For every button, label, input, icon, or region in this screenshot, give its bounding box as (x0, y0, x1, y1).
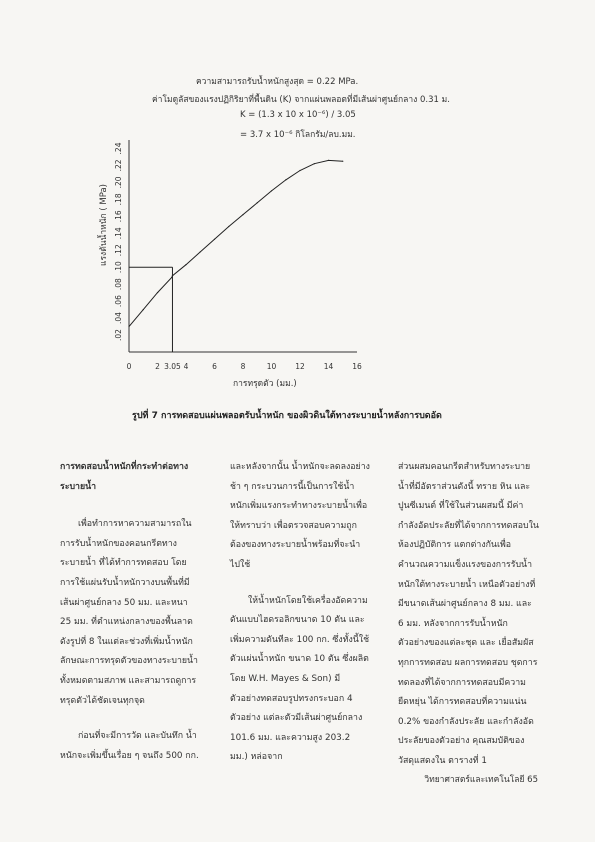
x-ticks (127, 362, 362, 371)
data-point (228, 226, 229, 227)
chart-axes (129, 140, 357, 352)
y-tick-label: .04 (114, 312, 123, 325)
settlement-load-chart (0, 0, 595, 420)
x-tick-label: 6 (212, 362, 217, 371)
y-tick-label: .16 (114, 210, 123, 223)
figure-annotation-formula: K = (1.3 x 10 x 10⁻⁶) / 3.05 (240, 110, 356, 120)
paragraph: ส่วนผสมคอนกรีตสำหรับทางระบายน้ำที่มีอัตราส่วนดังนี้ ทราย หิน และปูนซีเมนต์ ที่ใช้ในส่วนผสมนี้ มีค่ากำลังอัดประลัยที่ได้จากการทดสอบในห้องปฏิบัติการ แตกต่างกันเพื่อคำนวณความแข็งแรงของการรับน้ำหนักใต้ทางระบายน้ำ เหนือตัวอย่างที่มีขนาดเส้นผ่าศูนย์กลาง 8 มม. และ 6 มม. หลังจากการรับน้ำหนัก ตัวอย่างของแต่ละชุด และ เยื่อสัมผัสทุกการทดสอบ ผลการทดสอบ ชุดการทดลองที่ได้จากการทดสอบมีความยืดหยุ่น ได้การทดสอบที่ความแน่น 0.2% ของกำลังประลัย และกำลังอัดประลัยของตัวอย่าง คุณสมบัติของวัสดุแสดงใน ตารางที่ 1 (398, 462, 539, 766)
x-tick-label: 8 (240, 362, 246, 371)
x-tick-label: 3.05 (164, 362, 181, 371)
series-line (129, 160, 343, 326)
paragraph: และหลังจากนั้น น้ำหนักจะลดลงอย่างช้า ๆ กระบวนการนี้เป็นการใช้น้ำหนักเพิ่มแรงกระทำทางระบายน้ำเพื่อให้ทราบว่า เพื่อตรวจสอบความถูกต้องของทางระบายน้ำพร้อมที่จะนำไปใช้ (230, 462, 370, 570)
data-point (285, 179, 286, 180)
y-tick-label: .22 (114, 159, 123, 172)
text-column-3 (398, 458, 540, 772)
x-tick-label: 12 (295, 362, 305, 371)
data-point (342, 161, 343, 162)
data-point (328, 160, 329, 161)
data-point (299, 170, 300, 171)
x-tick-label: 16 (352, 362, 362, 371)
data-point (185, 264, 186, 265)
data-point (200, 251, 201, 252)
y-tick-label: .08 (114, 278, 123, 291)
section-heading: การทดสอบน้ำหนักที่กระทำต่อทางระบายน้ำ (60, 462, 189, 492)
data-point (143, 309, 144, 310)
figure-caption: รูปที่ 7 การทดสอบแผ่นพลอตรับน้ำหนัก ของผิวดินใต้ทางระบายน้ำหลังการบดอัด (132, 411, 442, 421)
paragraph: ก่อนที่จะมีการวัด และบันทึก น้ำหนักจะเพิ่มขึ้นเรื่อย ๆ จนถึง 500 กก. (60, 731, 199, 761)
y-tick-label: .10 (114, 261, 123, 274)
y-tick-label: .06 (114, 295, 123, 308)
x-tick-label: 10 (266, 362, 277, 371)
page-footer: วิทยาศาสตร์และเทคโนโลยี 65 (424, 775, 538, 785)
data-point (271, 190, 272, 191)
text-column-1 (60, 458, 200, 766)
paragraph: ให้น้ำหนักโดยใช้เครื่องอัดความดันแบบไฮดรอลิกขนาด 10 ตัน และเพิ่มความดันทีละ 100 กก. ซึ่งทั้งนี้ใช้ตัวแผ่นน้ำหนัก ขนาด 10 ตัน ซึ่งผลิตโดย W.H. Mayes & Son) มีตัวอย่างทดสอบรูปทรงกระบอก 4 ตัวอย่าง แต่ละตัวมีเส้นผ่าศูนย์กลาง 101.6 มม. และความสูง 203.2 มม.) หล่อจาก (230, 595, 370, 763)
y-tick-label: .14 (114, 227, 123, 240)
y-tick-label: .12 (114, 244, 123, 257)
y-tick-label: .02 (114, 329, 123, 342)
y-tick-label: .24 (114, 142, 123, 155)
data-point (257, 202, 258, 203)
data-point (214, 239, 215, 240)
x-tick-label: 14 (323, 362, 334, 371)
data-point (157, 292, 158, 293)
x-tick-label: 2 (155, 362, 160, 371)
y-ticks (114, 142, 123, 341)
figure-annotation-max-capacity: ความสามารถรับน้ำหนักสูงสุด = 0.22 MPa. (196, 77, 359, 87)
figure-annotation-result: = 3.7 x 10⁻⁶ กิโลกรัม/ลบ.มม. (240, 130, 356, 140)
text-column-2 (230, 458, 370, 768)
y-tick-label: .18 (114, 193, 123, 206)
x-tick-label: 0 (126, 362, 132, 371)
x-axis-label: การทรุดตัว (มม.) (233, 379, 297, 389)
figure-annotation-modulus: ค่าโมดูลัสของแรงปฏิกิริยาที่พื้นดิน (K) จากแผ่นพลอตที่มีเส้นผ่าศูนย์กลาง 0.31 ม. (152, 95, 450, 105)
y-tick-label: .20 (114, 176, 123, 189)
y-axis-label: แรงดันน้ำหนัก ( MPa) (99, 184, 109, 266)
data-point (242, 214, 243, 215)
plot-area (128, 160, 343, 352)
paragraph: เพื่อทำการหาความสามารถในการรับน้ำหนักของคอนกรีตทางระบายน้ำ ที่ได้ทำการทดสอบ โดยการใช้แผ่นรับน้ำหนักวางบนพื้นที่มีเส้นผ่าศูนย์กลาง 50 มม. และหนา 25 มม. ที่ตำแหน่งกลางของพื้นลาด ดังรูปที่ 8 ในแต่ละช่วงที่เพิ่มน้ำหนัก ลักษณะการทรุดตัวของทางระบายน้ำทั้งหมดตามสภาพ และสามารถดูการทรุดตัวได้ชัดเจนทุกจุด (60, 519, 198, 706)
x-tick-label: 4 (183, 362, 189, 371)
data-point (314, 163, 315, 164)
data-point (128, 326, 129, 327)
